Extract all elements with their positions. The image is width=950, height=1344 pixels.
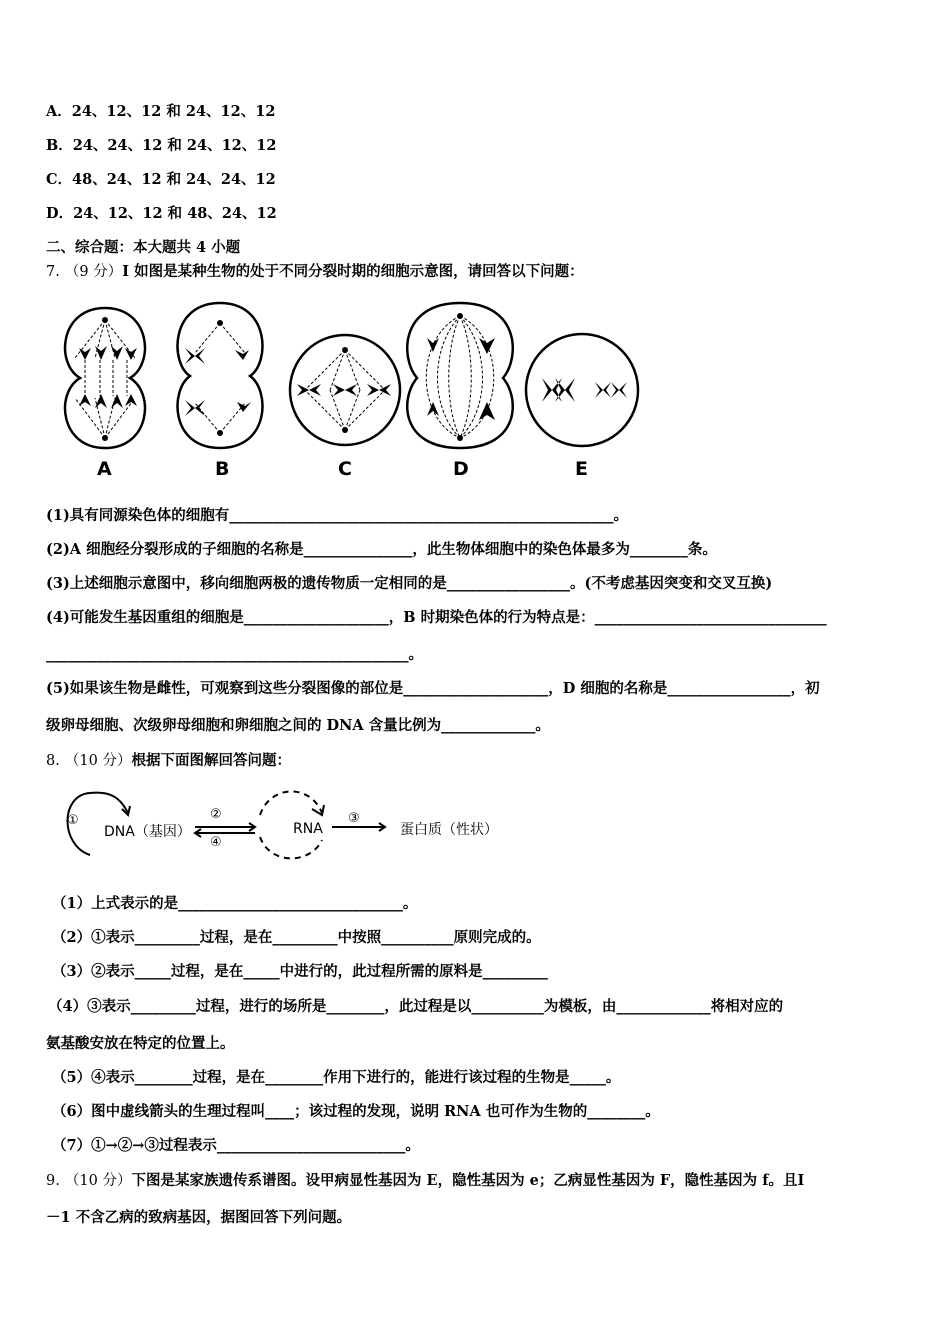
fig-label-d: D bbox=[453, 458, 469, 480]
q8-s4b: 氨基酸安放在特定的位置上。 bbox=[46, 1035, 235, 1052]
q8-s7: （7）①→②→③过程表示__________________________。 bbox=[52, 1137, 420, 1154]
q7-score: （9 分） bbox=[64, 264, 123, 280]
q9-number: 9. bbox=[46, 1173, 60, 1189]
q7-s1: (1)具有同源染色体的细胞有_____________________________________________________。 bbox=[46, 507, 629, 524]
q8-score: （10 分） bbox=[64, 753, 132, 769]
fig-label-c: C bbox=[338, 458, 352, 480]
q7-s5b: 级卵母细胞、次级卵母细胞和卵细胞之间的 DNA 含量比例为_____________。 bbox=[46, 717, 550, 734]
section-heading: 二、综合题：本大题共 4 小题 bbox=[46, 239, 241, 256]
q7-s2: (2)A 细胞经分裂形成的子细胞的名称是_______________，此生物体细胞中的染色体最多为________条。 bbox=[46, 541, 717, 558]
q8-number: 8. bbox=[46, 753, 60, 769]
q7-intro-text: I 如图是某种生物的处于不同分裂时期的细胞示意图，请回答以下问题： bbox=[122, 263, 584, 280]
cell-division-figure bbox=[55, 298, 645, 483]
label-circle-2: ② bbox=[210, 807, 222, 822]
option-c: C．48、24、12 和 24、24、12 bbox=[46, 171, 276, 188]
q8-intro bbox=[46, 751, 291, 771]
fig-label-e: E bbox=[575, 458, 588, 480]
q9-intro-b: －1 不含乙病的致病基因，据图回答下列问题。 bbox=[46, 1209, 352, 1226]
q7-s3: (3)上述细胞示意图中，移向细胞两极的遗传物质一定相同的是_________________。(不考虑基因突变和交叉互换) bbox=[46, 575, 773, 592]
label-circle-3: ③ bbox=[348, 811, 360, 826]
q8-s4a: （4）③表示_________过程，进行的场所是________，此过程是以__________为模板，由_____________将相对应的 bbox=[48, 998, 784, 1015]
q7-s5a: (5)如果该生物是雌性，可观察到这些分裂图像的部位是____________________，D 细胞的名称是_________________，初 bbox=[46, 680, 820, 697]
fig-label-b: B bbox=[215, 458, 230, 480]
label-rna: RNA bbox=[293, 821, 323, 837]
option-d: D．24、12、12 和 48、24、12 bbox=[46, 205, 277, 222]
q8-intro-text: 根据下面图解回答问题： bbox=[131, 752, 291, 769]
label-circle-4: ④ bbox=[210, 835, 222, 850]
option-b: B．24、24、12 和 24、12、12 bbox=[46, 137, 277, 154]
option-a: A．24、12、12 和 24、12、12 bbox=[46, 103, 276, 120]
q7-s4a: (4)可能发生基因重组的细胞是____________________，B 时期染色体的行为特点是：________________________________ bbox=[46, 609, 827, 626]
q8-s2: （2）①表示_________过程，是在_________中按照__________原则完成的。 bbox=[52, 929, 541, 946]
fig-label-a: A bbox=[97, 458, 112, 480]
q8-s5: （5）④表示________过程，是在________作用下进行的，能进行该过程的生物是_____。 bbox=[52, 1069, 621, 1086]
central-dogma-diagram bbox=[60, 785, 520, 865]
q9-score: （10 分） bbox=[64, 1173, 132, 1189]
q9-intro bbox=[46, 1171, 804, 1191]
q7-number: 7. bbox=[46, 264, 60, 280]
q8-s1: （1）上式表示的是_______________________________。 bbox=[52, 895, 418, 912]
cell-division-drawing bbox=[55, 298, 645, 458]
q8-s3: （3）②表示_____过程，是在_____中进行的，此过程所需的原料是_________ bbox=[52, 963, 548, 980]
q7-intro bbox=[46, 262, 584, 282]
label-protein-trait: 蛋白质（性状） bbox=[400, 822, 498, 838]
q7-s4b: __________________________________________________。 bbox=[46, 646, 423, 663]
q9-intro-text-a: 下图是某家族遗传系谱图。设甲病显性基因为 E，隐性基因为 e；乙病显性基因为 F，隐性基因为 f。且Ⅰ bbox=[131, 1172, 805, 1189]
label-dna-gene: DNA（基因） bbox=[104, 824, 191, 840]
q8-s6: （6）图中虚线箭头的生理过程叫____；该过程的发现，说明 RNA 也可作为生物的________。 bbox=[52, 1103, 660, 1120]
label-circle-1: ① bbox=[67, 813, 79, 828]
